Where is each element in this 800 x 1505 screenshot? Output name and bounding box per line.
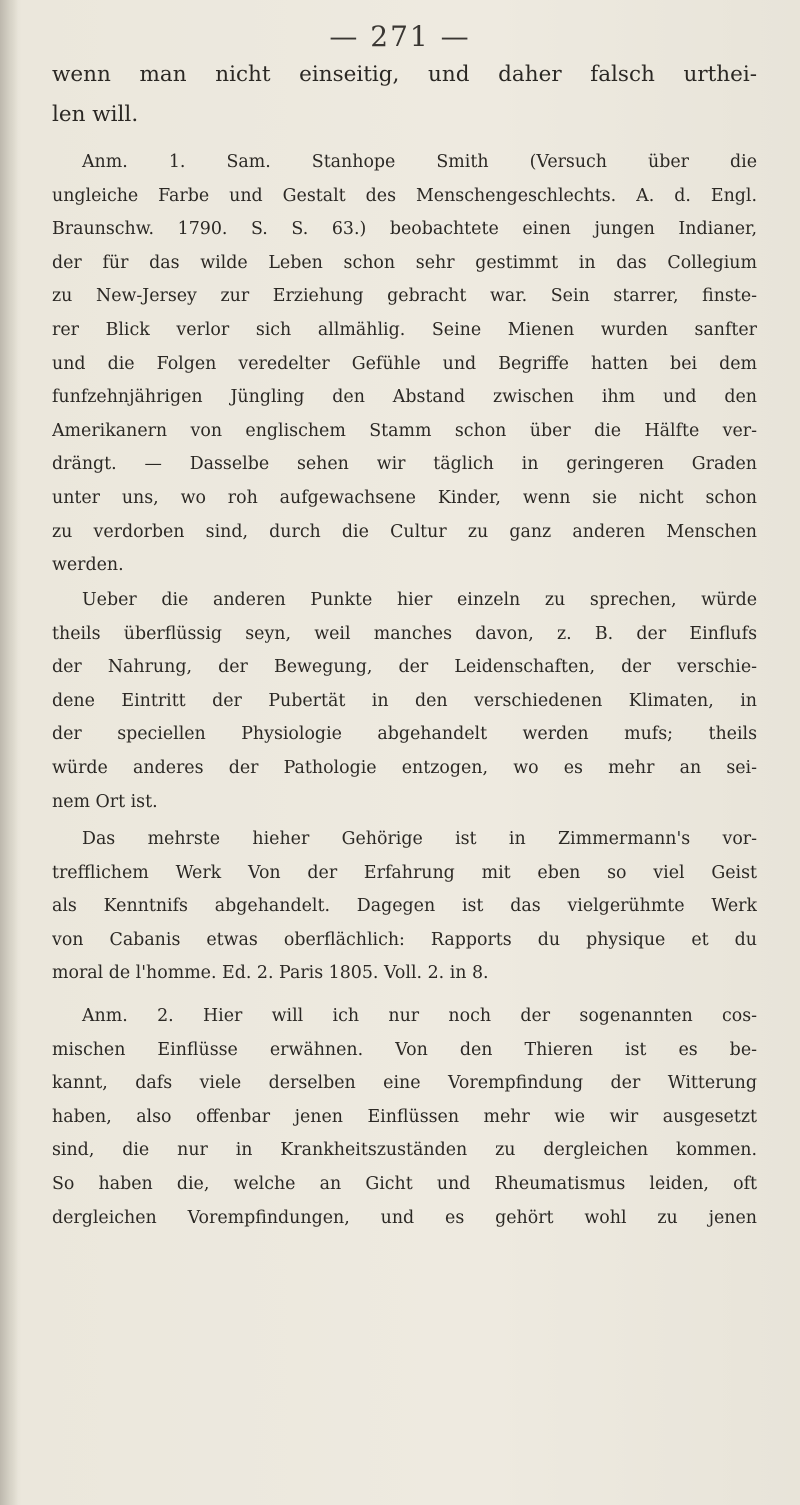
text-line: Amerikanern von englischem Stamm schon über die Hälfte ver- [52,420,757,441]
text-line: der speciellen Physiologie abgehandelt werden mufs; theils [52,724,757,745]
text-line: So haben die, welche an Gicht und Rheumatismus leiden, oft [52,1173,757,1194]
page-gutter-shadow [0,0,18,1505]
text-line: zu New-Jersey zur Erziehung gebracht war. Sein starrer, finste- [52,286,757,307]
text-line: wenn man nicht einseitig, und daher falsch urthei- [52,62,757,87]
text-line: dergleichen Vorempfindungen, und es gehört wohl zu jenen [52,1207,757,1228]
text-line: und die Folgen veredelter Gefühle und Begriffe hatten bei dem [52,353,757,374]
text-line: rer Blick verlor sich allmählig. Seine Mienen wurden sanfter [52,319,757,340]
text-line: Ueber die anderen Punkte hier einzeln zu sprechen, würde [82,590,757,610]
text-line: kannt, dafs viele derselben eine Vorempfindung der Witterung [52,1073,757,1094]
text-line: als Kenntnifs abgehandelt. Dagegen ist das vielgerühmte Werk [52,896,757,917]
text-line: von Cabanis etwas oberflächlich: Rapports du physique et du [52,929,757,950]
page-number: — 271 — [329,20,471,53]
text-line: theils überflüssig seyn, weil manches davon, z. B. der Einflufs [52,623,757,644]
text-line: ungleiche Farbe und Gestalt des Menschengeschlechts. A. d. Engl. [52,185,757,206]
text-line: funfzehnjährigen Jüngling den Abstand zwischen ihm und den [52,387,757,408]
text-line: moral de l'homme. Ed. 2. Paris 1805. Voll. 2. in 8. [52,963,489,984]
lead-text [52,55,757,135]
text-line: sind, die nur in Krankheitszuständen zu dergleichen kommen. [52,1140,757,1161]
paragraph-3 [52,823,757,991]
text-line: dene Eintritt der Pubertät in den verschiedenen Klimaten, in [52,690,757,711]
text-line: trefflichem Werk Von der Erfahrung mit eben so viel Geist [52,862,757,883]
text-line: zu verdorben sind, durch die Cultur zu ganz anderen Menschen [52,521,757,542]
text-line: würde anderes der Pathologie entzogen, wo es mehr an sei- [52,757,757,778]
text-line: Das mehrste hieher Gehörige ist in Zimmermann's vor- [82,829,757,849]
paragraph-2 [52,584,757,819]
footnote-heading-line: Anm. 1. Sam. Stanhope Smith (Versuch über die [82,152,757,172]
text-line: Braunschw. 1790. S. S. 63.) beobachtete einen jungen Indianer, [52,219,757,240]
text-line: unter uns, wo roh aufgewachsene Kinder, wenn sie nicht schon [52,487,757,508]
footnote-1 [52,146,757,583]
text-line: nem Ort ist. [52,791,158,812]
text-line: drängt. — Dasselbe sehen wir täglich in geringeren Graden [52,454,757,475]
text-line: len will. [52,102,139,127]
text-line: der Nahrung, der Bewegung, der Leidenschaften, der verschie- [52,657,757,678]
text-line: werden. [52,555,124,576]
text-line: haben, also offenbar jenen Einflüssen mehr wie wir ausgesetzt [52,1106,757,1127]
footnote-heading-line: Anm. 2. Hier will ich nur noch der sogenannten cos- [82,1006,757,1026]
text-line: der für das wilde Leben schon sehr gestimmt in das Collegium [52,252,757,273]
footnote-2 [52,1000,757,1235]
text-line: mischen Einflüsse erwähnen. Von den Thieren ist es be- [52,1039,757,1060]
